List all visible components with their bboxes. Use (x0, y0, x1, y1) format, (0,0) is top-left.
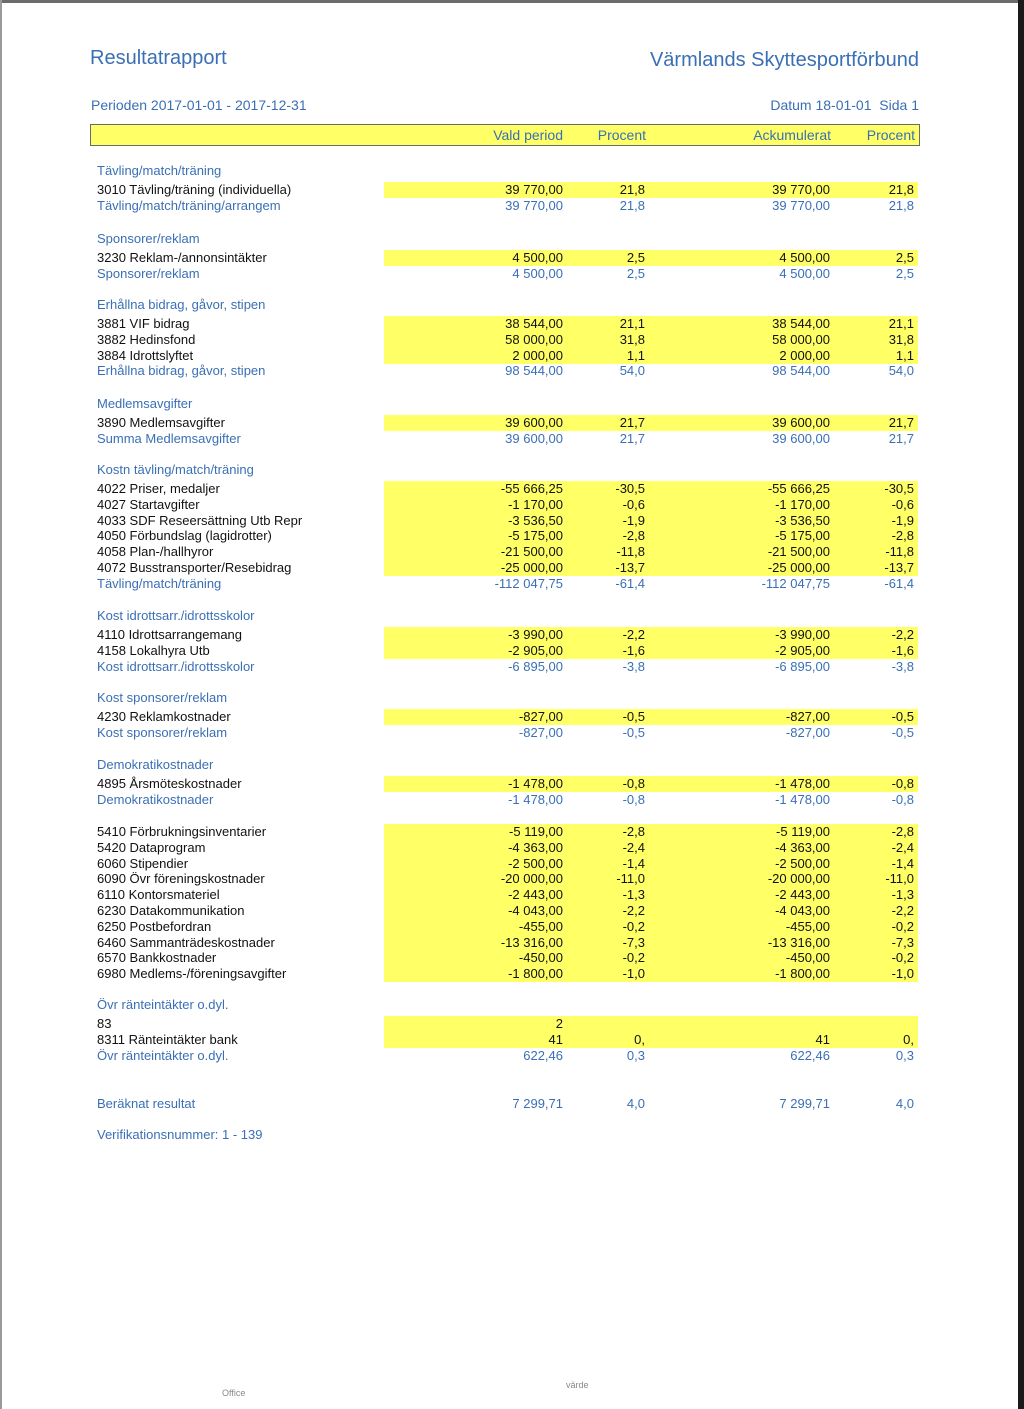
row-value-v2: -827,00 (785, 725, 830, 740)
footer-left: Office (222, 1388, 246, 1398)
row-label: 6090 Övr föreningskostnader (97, 871, 265, 886)
column-header-ackumulerat: Ackumulerat (753, 127, 831, 143)
row-value-v1: -827,00 (518, 709, 563, 724)
section-title: Tävling/match/träning (97, 163, 222, 178)
row-value-v1: 38 544,00 (505, 316, 563, 331)
column-header-vald-period: Vald period (493, 127, 563, 143)
row-label: Tävling/match/träning (97, 576, 222, 591)
account-row (0, 856, 1024, 872)
row-value-p2: 21,8 (888, 198, 914, 213)
account-row (0, 316, 1024, 332)
row-label: 6570 Bankkostnader (97, 950, 217, 965)
row-label: 4033 SDF Reseersättning Utb Repr (97, 513, 303, 528)
row-value-p1: 21,8 (619, 182, 645, 197)
row-value-v1: -3 990,00 (508, 627, 563, 642)
row-value-p1: -0,5 (622, 709, 645, 724)
section-sum-row (0, 363, 1024, 379)
row-value-p1: 0,3 (626, 1048, 645, 1063)
row-value-p2: -30,5 (884, 481, 914, 496)
row-value-v1: 39 770,00 (505, 182, 563, 197)
section-sum-row (0, 659, 1024, 675)
row-value-p1: 54,0 (619, 363, 645, 378)
row-label: Demokratikostnader (97, 792, 214, 807)
row-value-v1: -25 000,00 (500, 560, 563, 575)
result-value-period: 7 299,71 (512, 1096, 563, 1111)
row-value-p2: 21,1 (888, 316, 914, 331)
section-title: Demokratikostnader (97, 757, 214, 772)
row-value-p2: -0,8 (891, 776, 914, 791)
row-label: 4058 Plan-/hallhyror (97, 544, 214, 559)
row-label: 3010 Tävling/träning (individuella) (97, 182, 292, 197)
row-value-v1: -112 047,75 (494, 576, 563, 591)
row-value-p2: 21,8 (888, 182, 914, 197)
row-value-p2: -0,5 (891, 709, 914, 724)
section-sum-row (0, 198, 1024, 214)
row-value-v1: -1 478,00 (508, 776, 563, 791)
row-value-v2: 622,46 (790, 1048, 830, 1063)
organization-name: Värmlands Skyttesportförbund (649, 49, 919, 71)
section-sum-row (0, 725, 1024, 741)
row-label: 5420 Dataprogram (97, 840, 206, 855)
row-value-v2: -4 043,00 (775, 903, 830, 918)
row-value-v1: 39 600,00 (505, 415, 563, 430)
account-row (0, 871, 1024, 887)
account-row (0, 544, 1024, 560)
row-value-p1: -30,5 (615, 481, 645, 496)
row-value-p1: -2,2 (622, 903, 645, 918)
row-value-p1: -1,3 (622, 887, 645, 902)
section-sum-row (0, 431, 1024, 447)
row-label: 83 (97, 1016, 112, 1031)
account-row (0, 903, 1024, 919)
row-value-v2: -55 666,25 (767, 481, 830, 496)
row-value-v2: -6 895,00 (775, 659, 830, 674)
row-value-v2: 39 600,00 (772, 431, 830, 446)
row-value-p1: 0, (634, 1032, 645, 1047)
row-value-v1: -2 500,00 (508, 856, 563, 871)
row-value-p1: 21,7 (619, 431, 645, 446)
row-value-v2: -455,00 (785, 919, 830, 934)
account-row (0, 332, 1024, 348)
account-row (0, 935, 1024, 951)
row-value-v1: 4 500,00 (512, 266, 563, 281)
row-value-p2: -0,6 (891, 497, 914, 512)
row-value-p2: -2,8 (891, 824, 914, 839)
row-value-v2: -450,00 (785, 950, 830, 965)
row-value-v2: -3 536,50 (775, 513, 830, 528)
account-row (0, 709, 1024, 725)
row-value-p1: -13,7 (615, 560, 645, 575)
account-row (0, 481, 1024, 497)
account-row (0, 627, 1024, 643)
row-label: 4110 Idrottsarrangemang (97, 627, 243, 642)
highlight (647, 709, 918, 725)
row-value-v2: -2 443,00 (775, 887, 830, 902)
row-value-p1: -0,5 (622, 725, 645, 740)
highlight (384, 950, 647, 966)
row-value-v2: -1 478,00 (775, 792, 830, 807)
row-value-v1: -21 500,00 (500, 544, 563, 559)
row-value-v1: 39 600,00 (505, 431, 563, 446)
row-value-v2: -827,00 (785, 709, 830, 724)
row-value-p1: 21,1 (619, 316, 645, 331)
row-value-v1: -2 443,00 (508, 887, 563, 902)
highlight (384, 1032, 647, 1048)
report-title: Resultatrapport (90, 47, 227, 69)
row-value-p2: -2,2 (891, 627, 914, 642)
row-value-p1: -0,2 (622, 950, 645, 965)
row-label: 6460 Sammanträdeskostnader (97, 935, 275, 950)
row-value-v2: -112 047,75 (761, 576, 830, 591)
section-title: Kost idrottsarr./idrottsskolor (97, 608, 255, 623)
row-value-v2: 39 600,00 (772, 415, 830, 430)
row-value-p1: -11,8 (616, 544, 645, 559)
row-value-p2: -11,0 (885, 871, 914, 886)
row-label: Kost idrottsarr./idrottsskolor (97, 659, 255, 674)
row-value-v1: -4 363,00 (508, 840, 563, 855)
row-value-v2: -20 000,00 (767, 871, 830, 886)
row-label: Summa Medlemsavgifter (97, 431, 241, 446)
row-value-p2: -2,4 (891, 840, 914, 855)
row-value-v1: 2 000,00 (512, 348, 563, 363)
row-value-p1: -0,2 (622, 919, 645, 934)
row-value-p2: 2,5 (895, 266, 914, 281)
row-label: Erhållna bidrag, gåvor, stipen (97, 363, 266, 378)
row-value-v2: 38 544,00 (772, 316, 830, 331)
account-row (0, 560, 1024, 576)
result-percent-accumulated: 4,0 (895, 1096, 914, 1111)
row-label: 4895 Årsmöteskostnader (97, 776, 242, 791)
row-value-v2: -13 316,00 (767, 935, 830, 950)
result-percent-period: 4,0 (626, 1096, 645, 1111)
row-value-v1: -5 119,00 (509, 824, 563, 839)
row-value-p1: -2,4 (622, 840, 645, 855)
row-value-v1: -3 536,50 (508, 513, 563, 528)
row-value-p1: 1,1 (626, 348, 645, 363)
row-value-v2: -21 500,00 (767, 544, 830, 559)
report-period: Perioden 2017-01-01 - 2017-12-31 (91, 97, 307, 113)
column-header-procent: Procent (597, 127, 646, 143)
section-title: Kostn tävling/match/träning (97, 462, 254, 477)
row-label: 6980 Medlems-/föreningsavgifter (97, 966, 287, 981)
row-value-v1: -2 905,00 (508, 643, 563, 658)
row-value-p1: -2,8 (622, 824, 645, 839)
row-value-p2: -11,8 (885, 544, 914, 559)
account-row (0, 776, 1024, 792)
verification-numbers: Verifikationsnummer: 1 - 139 (97, 1127, 263, 1142)
section-sum-row (0, 266, 1024, 282)
row-value-p1: -2,8 (622, 528, 645, 543)
account-row (0, 348, 1024, 364)
account-row (0, 182, 1024, 198)
footer-center: värde (566, 1380, 589, 1390)
row-value-p1: -1,4 (622, 856, 645, 871)
row-value-p1: -2,2 (622, 627, 645, 642)
section-title: Övr ränteintäkter o.dyl. (97, 997, 229, 1012)
row-value-v1: -1 170,00 (508, 497, 563, 512)
section-title: Medlemsavgifter (97, 396, 193, 411)
row-value-v1: -4 043,00 (508, 903, 563, 918)
row-label: 3881 VIF bidrag (97, 316, 190, 331)
row-value-v2: -5 175,00 (775, 528, 830, 543)
row-value-v1: -20 000,00 (500, 871, 563, 886)
row-label: 3890 Medlemsavgifter (97, 415, 225, 430)
row-value-p2: -1,4 (891, 856, 914, 871)
highlight (384, 709, 647, 725)
account-row (0, 497, 1024, 513)
row-value-p2: 21,7 (888, 415, 914, 430)
row-value-v2: 98 544,00 (772, 363, 830, 378)
result-row (0, 1096, 1024, 1112)
row-value-v1: 41 (548, 1032, 563, 1047)
row-value-v2: -1 478,00 (775, 776, 830, 791)
section-title: Erhållna bidrag, gåvor, stipen (97, 297, 266, 312)
row-value-v2: -1 800,00 (775, 966, 830, 981)
row-label: 6110 Kontorsmateriel (97, 887, 220, 902)
row-value-p2: 1,1 (895, 348, 914, 363)
row-value-p1: -3,8 (622, 659, 645, 674)
row-value-p1: 31,8 (619, 332, 645, 347)
row-value-v1: 2 (555, 1016, 563, 1031)
row-value-v2: -4 363,00 (775, 840, 830, 855)
account-row (0, 950, 1024, 966)
account-row (0, 840, 1024, 856)
row-value-p2: 0, (903, 1032, 914, 1047)
row-value-p2: -61,4 (884, 576, 914, 591)
row-label: 6230 Datakommunikation (97, 903, 245, 918)
row-value-p1: 2,5 (626, 266, 645, 281)
row-value-p1: -7,3 (622, 935, 645, 950)
row-value-v2: 58 000,00 (772, 332, 830, 347)
row-value-p2: 54,0 (888, 363, 914, 378)
account-row (0, 643, 1024, 659)
row-value-v2: 39 770,00 (772, 198, 830, 213)
row-value-p1: -0,6 (622, 497, 645, 512)
highlight (647, 950, 918, 966)
account-row (0, 415, 1024, 431)
row-value-v2: -25 000,00 (767, 560, 830, 575)
account-row (0, 1016, 1024, 1032)
highlight (647, 919, 918, 935)
row-value-v2: 41 (815, 1032, 830, 1047)
row-label: Övr ränteintäkter o.dyl. (97, 1048, 229, 1063)
row-value-p1: 21,7 (619, 415, 645, 430)
result-label: Beräknat resultat (97, 1096, 196, 1111)
row-value-p2: -1,9 (891, 513, 914, 528)
row-label: 3884 Idrottslyftet (97, 348, 194, 363)
row-value-p1: -1,9 (622, 513, 645, 528)
row-value-p1: -0,8 (622, 776, 645, 791)
row-value-v1: 98 544,00 (505, 363, 563, 378)
row-label: 8311 Ränteintäkter bank (97, 1032, 238, 1047)
row-label: Sponsorer/reklam (97, 266, 200, 281)
highlight (384, 1016, 647, 1032)
row-value-v2: 39 770,00 (772, 182, 830, 197)
row-value-p2: 21,7 (888, 431, 914, 446)
row-value-p2: -3,8 (891, 659, 914, 674)
row-value-p1: 2,5 (626, 250, 645, 265)
row-value-p2: 2,5 (895, 250, 914, 265)
row-value-v2: 4 500,00 (779, 266, 830, 281)
row-value-v1: -55 666,25 (500, 481, 563, 496)
row-label: Kost sponsorer/reklam (97, 725, 228, 740)
row-value-v1: -5 175,00 (508, 528, 563, 543)
row-value-p2: -0,2 (891, 950, 914, 965)
row-value-v2: -2 500,00 (775, 856, 830, 871)
highlight (647, 1016, 918, 1032)
account-row (0, 966, 1024, 982)
column-header-procent-acc: Procent (866, 127, 915, 143)
row-value-p2: -1,3 (891, 887, 914, 902)
highlight (384, 919, 647, 935)
result-value-accumulated: 7 299,71 (779, 1096, 830, 1111)
row-value-p1: -0,8 (622, 792, 645, 807)
account-row (0, 528, 1024, 544)
account-row (0, 250, 1024, 266)
row-value-v1: 622,46 (523, 1048, 563, 1063)
row-value-p1: -1,0 (622, 966, 645, 981)
row-value-p1: 21,8 (619, 198, 645, 213)
row-value-v1: -1 800,00 (508, 966, 563, 981)
row-label: 3230 Reklam-/annonsintäkter (97, 250, 267, 265)
row-value-v2: 4 500,00 (779, 250, 830, 265)
row-value-p2: -1,0 (891, 966, 914, 981)
section-sum-row (0, 576, 1024, 592)
row-value-p2: -2,8 (891, 528, 914, 543)
row-value-v1: -13 316,00 (500, 935, 563, 950)
section-sum-row (0, 1048, 1024, 1064)
report-date: Datum 18-01-01 (770, 97, 872, 113)
row-value-v2: -2 905,00 (775, 643, 830, 658)
column-header-bar (90, 124, 920, 146)
row-value-v1: -455,00 (518, 919, 563, 934)
account-row (0, 513, 1024, 529)
page-number: Sida 1 (879, 97, 919, 113)
row-value-p1: -1,6 (622, 643, 645, 658)
row-value-p2: 0,3 (895, 1048, 914, 1063)
account-row (0, 919, 1024, 935)
row-value-v2: 2 000,00 (779, 348, 830, 363)
row-label: 4022 Priser, medaljer (97, 481, 220, 496)
row-label: 4072 Busstransporter/Resebidrag (97, 560, 292, 575)
row-value-v2: -1 170,00 (775, 497, 830, 512)
row-value-p1: -11,0 (616, 871, 645, 886)
account-row (0, 887, 1024, 903)
row-value-v1: -827,00 (518, 725, 563, 740)
scan-edge (0, 0, 1024, 3)
row-label: 6250 Postbefordran (97, 919, 212, 934)
row-value-p2: -0,5 (891, 725, 914, 740)
account-row (0, 824, 1024, 840)
row-value-v1: -1 478,00 (508, 792, 563, 807)
account-row (0, 1032, 1024, 1048)
row-label: 4027 Startavgifter (97, 497, 200, 512)
row-value-p2: -2,2 (891, 903, 914, 918)
row-value-p2: -7,3 (891, 935, 914, 950)
row-value-p1: -61,4 (615, 576, 645, 591)
row-value-v1: 4 500,00 (512, 250, 563, 265)
row-value-v1: -450,00 (518, 950, 563, 965)
row-value-p2: -1,6 (891, 643, 914, 658)
row-value-p2: -13,7 (884, 560, 914, 575)
row-label: 4050 Förbundslag (lagidrotter) (97, 528, 272, 543)
row-value-p2: -0,8 (891, 792, 914, 807)
section-title: Kost sponsorer/reklam (97, 690, 228, 705)
row-label: 5410 Förbrukningsinventarier (97, 824, 267, 839)
row-value-v1: 39 770,00 (505, 198, 563, 213)
row-value-v2: -3 990,00 (775, 627, 830, 642)
row-label: 4230 Reklamkostnader (97, 709, 231, 724)
row-label: 3882 Hedinsfond (97, 332, 196, 347)
row-value-v2: -5 119,00 (776, 824, 830, 839)
row-value-v1: -6 895,00 (508, 659, 563, 674)
section-sum-row (0, 792, 1024, 808)
row-value-p2: -0,2 (891, 919, 914, 934)
row-label: Tävling/match/träning/arrangem (97, 198, 281, 213)
date-page-info (770, 97, 919, 113)
highlight (647, 1032, 918, 1048)
row-value-v1: 58 000,00 (505, 332, 563, 347)
row-label: 6060 Stipendier (97, 856, 189, 871)
row-label: 4158 Lokalhyra Utb (97, 643, 210, 658)
section-title: Sponsorer/reklam (97, 231, 200, 246)
row-value-p2: 31,8 (888, 332, 914, 347)
